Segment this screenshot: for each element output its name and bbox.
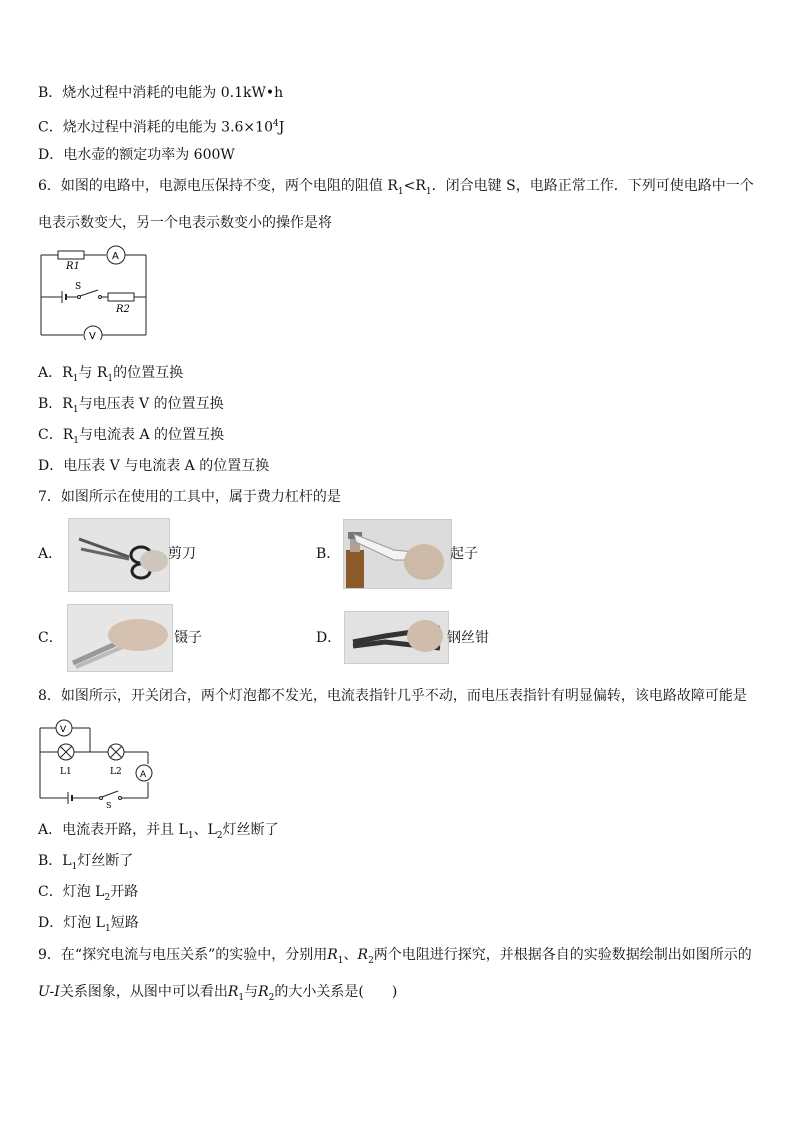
q5-option-b: B．烧水过程中消耗的电能为 0.1kW•h	[38, 85, 284, 101]
q6-circuit-diagram	[38, 240, 150, 340]
q7-option-d-letter: D．	[316, 630, 342, 646]
q8-stem: 8．如图所示，开关闭合，两个灯泡都不发光，电流表指针几乎不动，而电压表指针有明显偏转，该电路故障可能是	[38, 688, 747, 704]
q7-option-b-letter: B．	[316, 546, 341, 562]
q8-option-d: D．灯泡 $L_1$短路	[38, 915, 139, 934]
q5-option-d: D．电水壶的额定功率为 600W	[38, 147, 235, 163]
q7-option-d-name: 钢丝钳	[447, 630, 489, 646]
q7-option-c-name: 镊子	[174, 630, 202, 646]
pliers-photo	[344, 611, 449, 664]
voltmeter-label: V	[89, 331, 96, 340]
q7-option-c-letter: C．	[38, 630, 63, 646]
q7-option-a-letter: A．	[38, 546, 63, 562]
scissors-photo	[68, 518, 170, 592]
ammeter-label: A	[112, 251, 119, 262]
q6-option-a: A．$R_1$与 $R_1$的位置互换	[38, 365, 184, 384]
q8-option-a: A．电流表开路，并且 $L_1$、$L_2$灯丝断了	[38, 822, 279, 841]
q8-option-b: B．$L_1$灯丝断了	[38, 853, 134, 872]
q6-option-c: C．$R_1$与电流表 A 的位置互换	[38, 427, 225, 446]
ammeter-label: A	[140, 770, 147, 780]
q7-stem: 7．如图所示在使用的工具中，属于费力杠杆的是	[38, 489, 341, 505]
q8-option-c: C．灯泡 $L_2$开路	[38, 884, 139, 903]
q7-option-b-name: 起子	[450, 546, 478, 562]
q5-option-c: C．烧水过程中消耗的电能为 $3.6\times 10^4J$	[38, 119, 285, 136]
label-r1: R1	[66, 261, 80, 272]
bottle-opener-photo	[343, 519, 452, 589]
q8-circuit-diagram	[38, 716, 158, 808]
q9-stem: 9．在“探究电流与电压关系”的实验中，分别用$R_1$、$R_2$两个电阻进行探究，并根据各自的实验数据绘制出如图所示的U-I关系图象，从图中可以看出$R_1$与$R_2$的大小关系是( )	[38, 947, 752, 1003]
q6-stem: 6．如图的电路中，电源电压保持不变，两个电阻的阻值 $R_1<R_1$．闭合电键 S，电路正常工作．下列可使电路中一个电表示数变大，另一个电表示数变小的操作是将	[38, 178, 754, 231]
switch-label: S	[75, 282, 82, 292]
q7-option-a-name: 剪刀	[168, 546, 196, 562]
tweezers-photo	[67, 604, 173, 672]
label-l1: L1	[60, 767, 72, 777]
voltmeter-label: V	[60, 725, 67, 735]
label-l2: L2	[110, 767, 122, 777]
label-r2: R2	[116, 304, 130, 315]
q6-option-d: D．电压表 V 与电流表 A 的位置互换	[38, 458, 270, 474]
q6-option-b: B．$R_1$与电压表 V 的位置互换	[38, 396, 224, 415]
switch-label: S	[106, 801, 112, 808]
